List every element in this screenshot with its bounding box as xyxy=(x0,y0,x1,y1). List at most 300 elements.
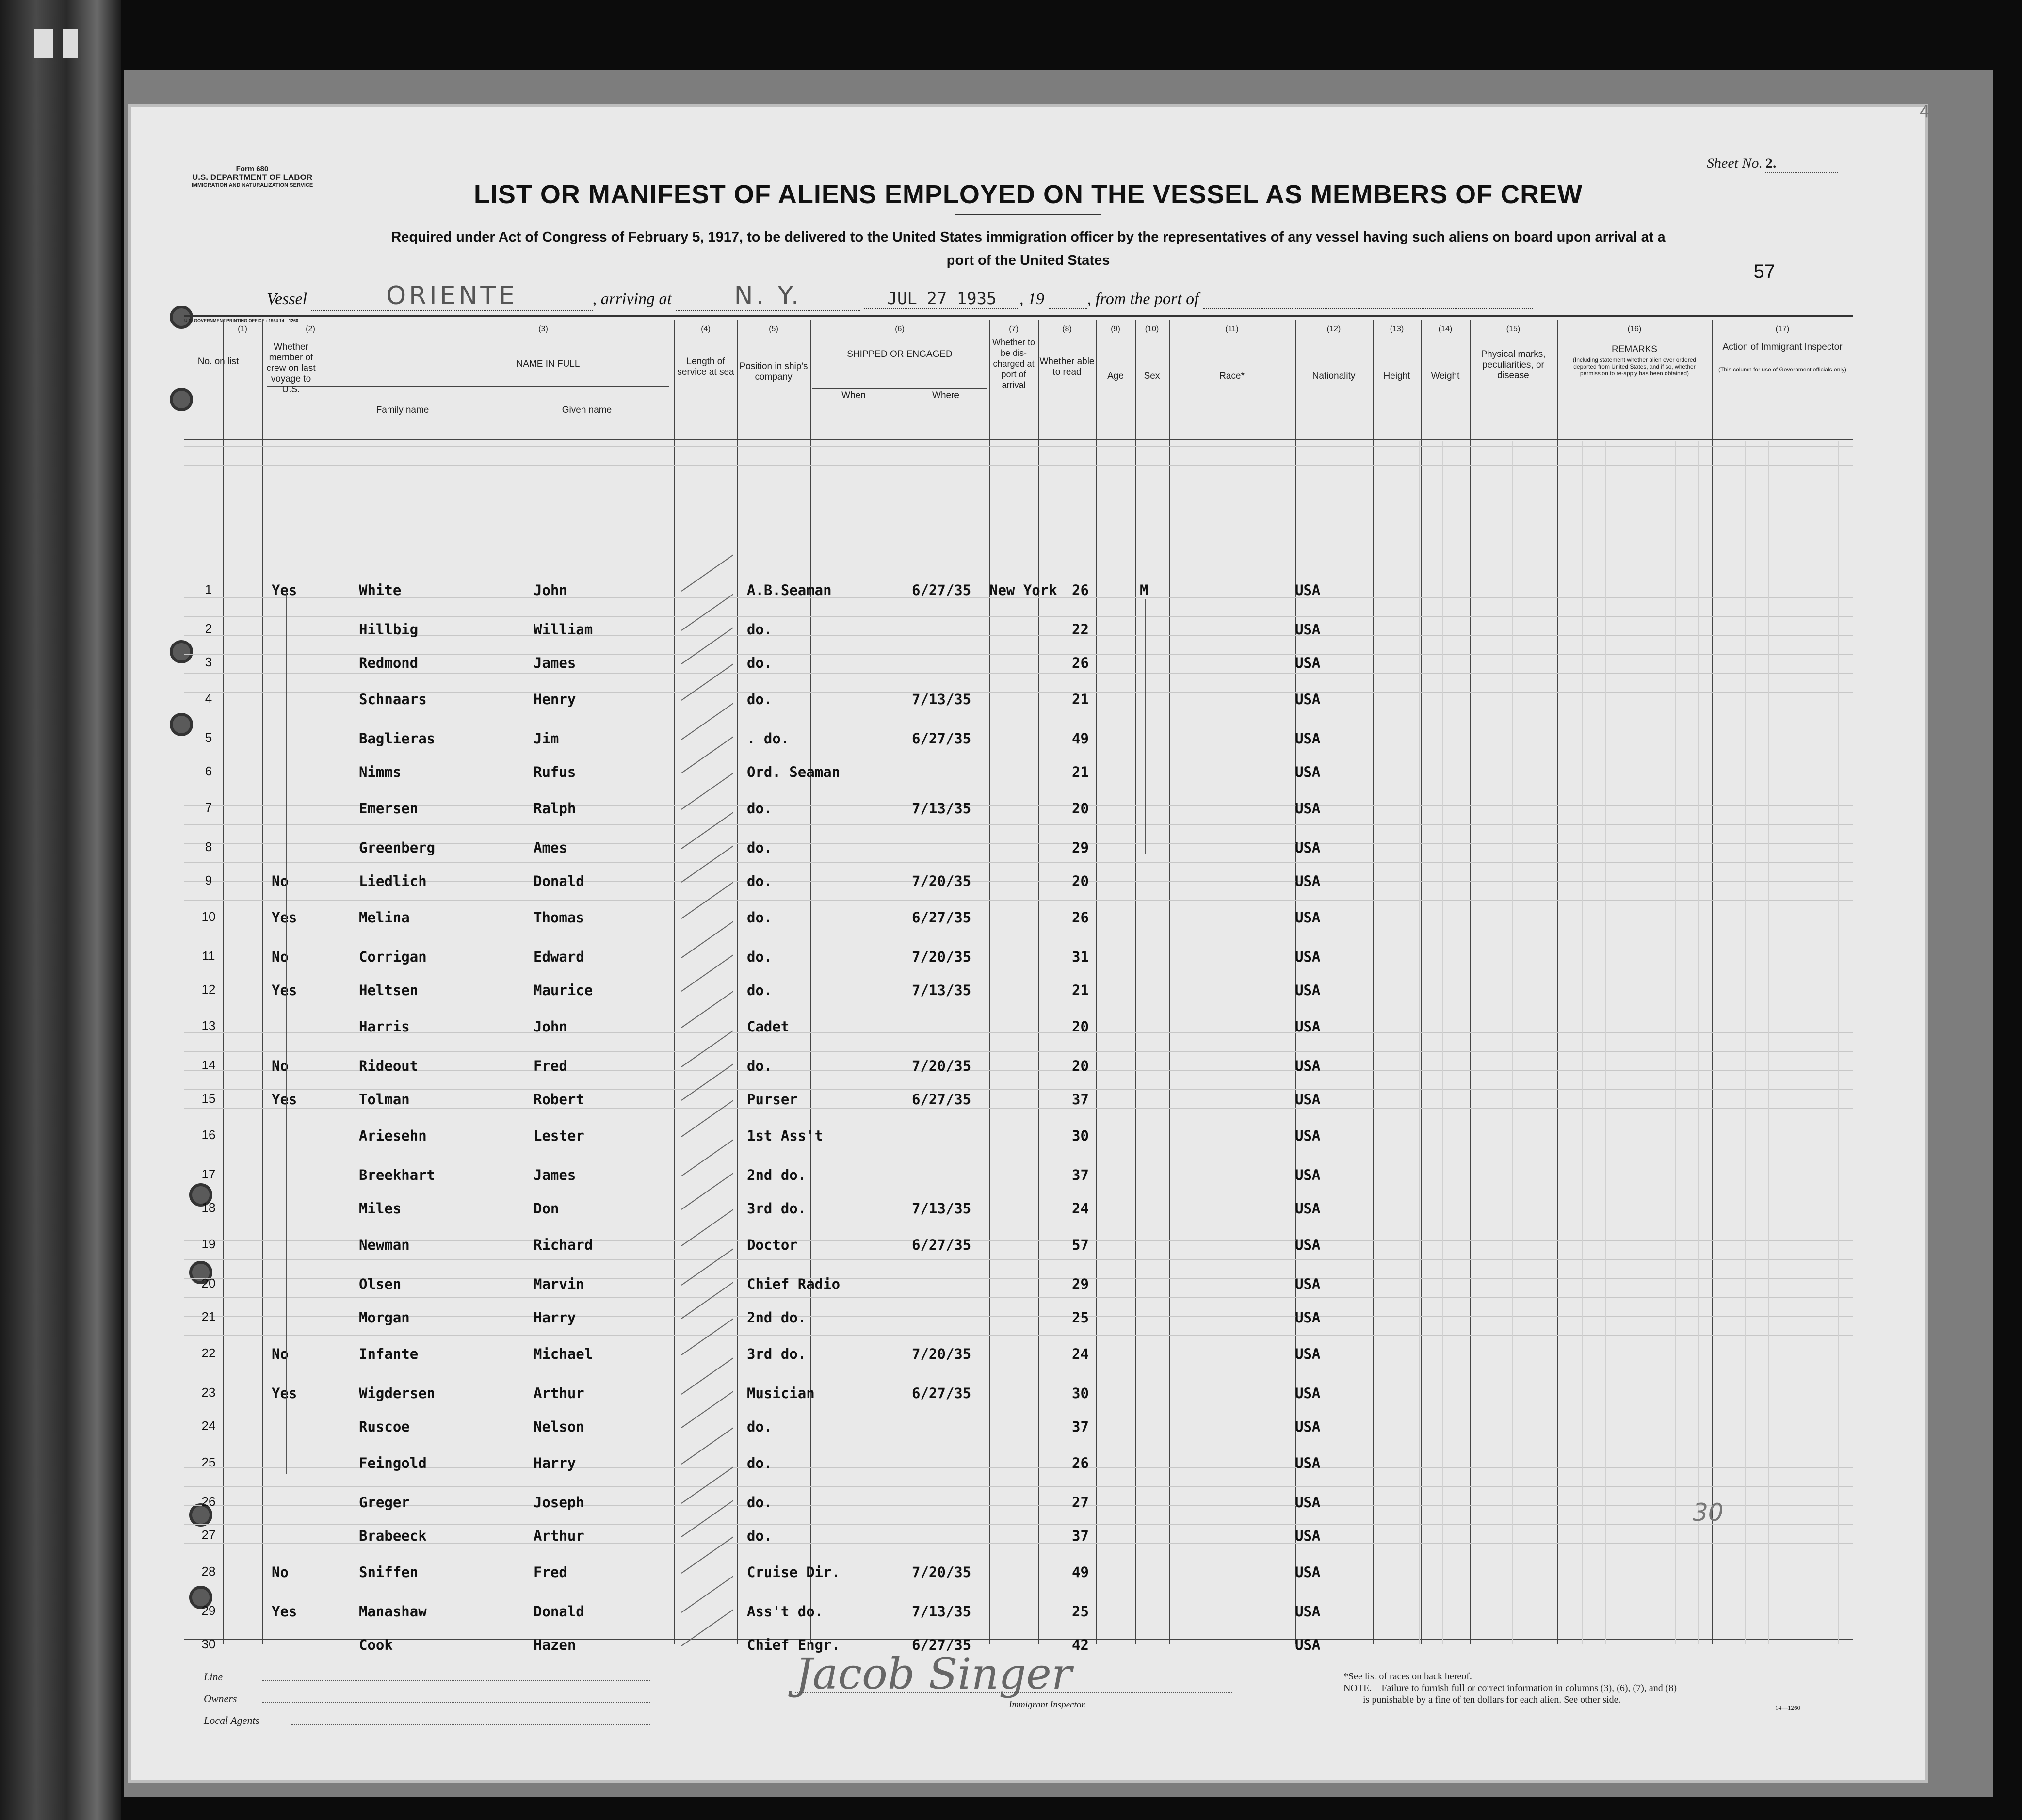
row-when: 6/27/35 xyxy=(912,730,971,747)
row-no: 9 xyxy=(205,873,212,887)
row-no: 12 xyxy=(201,982,216,997)
column-header: Height xyxy=(1383,371,1410,381)
row-given: Donald xyxy=(534,873,584,889)
grid-line xyxy=(184,1543,1853,1544)
grid-line xyxy=(184,1297,1853,1298)
row-family: Miles xyxy=(359,1200,402,1217)
from-label: , from the port of xyxy=(1087,290,1199,308)
from-port-field xyxy=(1203,290,1533,309)
row-no: 8 xyxy=(205,839,212,854)
row-position: Cruise Dir. xyxy=(747,1564,841,1580)
margin-count: 30 xyxy=(1693,1498,1724,1527)
grid-line xyxy=(184,1259,1853,1260)
signature-line xyxy=(795,1692,1232,1693)
row-given: Joseph xyxy=(534,1494,584,1511)
check-mark xyxy=(681,1173,733,1210)
row-given: Richard xyxy=(534,1237,593,1253)
grid-line xyxy=(184,465,1853,466)
row-last-voyage: Yes xyxy=(272,1385,297,1401)
row-no: 14 xyxy=(201,1058,216,1072)
column-rule xyxy=(1096,320,1097,1644)
column-number: (6) xyxy=(895,325,905,333)
row-no: 5 xyxy=(205,730,212,745)
column-number: (5) xyxy=(769,325,778,333)
column-rule xyxy=(1470,320,1471,1644)
row-given: Edward xyxy=(534,949,584,965)
row-family: Cook xyxy=(359,1637,393,1653)
column-rule xyxy=(262,320,263,1644)
row-family: Harris xyxy=(359,1018,410,1035)
row-position: do. xyxy=(747,1528,773,1544)
subheader-when: When xyxy=(841,390,866,401)
row-position: do. xyxy=(747,1058,773,1074)
inspector-label: Immigrant Inspector. xyxy=(1009,1700,1086,1710)
row-given: Thomas xyxy=(534,909,584,926)
row-family: Newman xyxy=(359,1237,410,1253)
row-family: Wigdersen xyxy=(359,1385,436,1401)
row-no: 13 xyxy=(201,1018,216,1033)
page-number: 57 xyxy=(1753,261,1775,282)
subtitle-line-2: port of the United States xyxy=(946,253,1110,268)
column-rule xyxy=(810,320,811,1644)
grid-line xyxy=(184,1108,1853,1109)
column-header: SHIPPED OR ENGAGED xyxy=(847,349,953,359)
row-no: 30 xyxy=(201,1637,216,1651)
row-nationality: USA xyxy=(1295,873,1321,889)
row-given: Nelson xyxy=(534,1418,584,1435)
row-last-voyage: No xyxy=(272,1058,289,1074)
grid-line xyxy=(184,1051,1853,1052)
row-nationality: USA xyxy=(1295,949,1321,965)
row-nationality: USA xyxy=(1295,1346,1321,1362)
row-last-voyage: Yes xyxy=(272,1603,297,1620)
check-mark xyxy=(681,1064,733,1101)
column-number: (3) xyxy=(538,325,548,333)
column-number: (12) xyxy=(1326,325,1341,333)
row-last-voyage: Yes xyxy=(272,582,297,598)
row-where: New York xyxy=(989,582,1057,598)
row-family: Redmond xyxy=(359,655,419,671)
column-rule xyxy=(1557,320,1558,1644)
row-nationality: USA xyxy=(1295,1418,1321,1435)
row-position: Ass't do. xyxy=(747,1603,824,1620)
row-age: 37 xyxy=(1072,1418,1089,1435)
subheader-family: Family name xyxy=(376,405,429,415)
row-position: do. xyxy=(747,621,773,638)
row-age: 26 xyxy=(1072,909,1089,926)
row-given: Ames xyxy=(534,839,567,856)
row-age: 25 xyxy=(1072,1603,1089,1620)
row-age: 49 xyxy=(1072,1564,1089,1580)
row-no: 10 xyxy=(201,909,216,924)
row-family: Nimms xyxy=(359,764,402,780)
column-number: (16) xyxy=(1627,325,1642,333)
row-nationality: USA xyxy=(1295,1276,1321,1292)
row-family: Emersen xyxy=(359,800,419,817)
row-age: 20 xyxy=(1072,1018,1089,1035)
row-no: 26 xyxy=(201,1494,216,1509)
sheet-number xyxy=(1707,155,1838,173)
row-given: Arthur xyxy=(534,1385,584,1401)
check-mark xyxy=(681,594,733,631)
vessel-label: Vessel xyxy=(267,290,307,308)
row-age: 29 xyxy=(1072,1276,1089,1292)
row-when: 7/13/35 xyxy=(912,982,971,999)
row-given: Lester xyxy=(534,1127,584,1144)
row-position: do. xyxy=(747,982,773,999)
check-mark xyxy=(681,1467,733,1504)
row-given: Hazen xyxy=(534,1637,576,1653)
column-header: Whether able to read xyxy=(1039,356,1095,377)
row-position: A.B.Seaman xyxy=(747,582,832,598)
grid-line xyxy=(184,1240,1853,1241)
column-header: Physical marks, peculiarities, or disease xyxy=(1481,349,1546,381)
row-family: Heltsen xyxy=(359,982,419,999)
row-position: do. xyxy=(747,655,773,671)
row-no: 1 xyxy=(205,582,212,596)
row-sex: M xyxy=(1140,582,1148,598)
check-mark xyxy=(681,1537,733,1574)
row-age: 37 xyxy=(1072,1091,1089,1108)
row-nationality: USA xyxy=(1295,1058,1321,1074)
note-line-1: NOTE.—Failure to furnish full or correct information in columns (3), (6), (7), and (8) xyxy=(1343,1683,1677,1693)
check-mark xyxy=(681,664,733,701)
row-nationality: USA xyxy=(1295,1167,1321,1183)
row-given: Maurice xyxy=(534,982,593,999)
row-nationality: USA xyxy=(1295,1637,1321,1653)
row-given: Rufus xyxy=(534,764,576,780)
subtitle-line-1: Required under Act of Congress of February 5, 1917, to be delivered to the United States immigration officer by the representatives of any vessel having such aliens on board upon arrival at a xyxy=(391,229,1666,245)
form-code: 14—1260 xyxy=(1775,1704,1800,1711)
year-label: , 19 xyxy=(1019,290,1044,308)
check-mark xyxy=(681,1031,733,1067)
column-rule xyxy=(737,320,738,1644)
service: IMMIGRATION AND NATURALIZATION SERVICE xyxy=(191,182,313,188)
grid-line xyxy=(184,1505,1853,1506)
table-bottom-rule xyxy=(184,1639,1853,1640)
grid-line xyxy=(1675,441,1676,1644)
column-rule xyxy=(1038,320,1039,1644)
grid-line xyxy=(184,1070,1853,1071)
column-number: (13) xyxy=(1390,325,1404,333)
row-family: Greenberg xyxy=(359,839,436,856)
row-no: 18 xyxy=(201,1200,216,1215)
grid-line xyxy=(1419,441,1420,1644)
arriving-port: N. Y. xyxy=(676,281,860,311)
column-header: NAME IN FULL xyxy=(516,359,580,369)
grid-line xyxy=(1838,441,1839,1644)
row-no: 15 xyxy=(201,1091,216,1106)
row-family: Melina xyxy=(359,909,410,926)
crew-manifest-table xyxy=(184,320,1853,1653)
row-when: 7/20/35 xyxy=(912,1058,971,1074)
row-no: 17 xyxy=(201,1167,216,1181)
column-rule xyxy=(1169,320,1170,1644)
grid-line xyxy=(184,1467,1853,1468)
row-position: do. xyxy=(747,949,773,965)
column-number: (17) xyxy=(1775,325,1790,333)
row-given: Robert xyxy=(534,1091,584,1108)
row-nationality: USA xyxy=(1295,1018,1321,1035)
row-nationality: USA xyxy=(1295,1237,1321,1253)
row-age: 24 xyxy=(1072,1200,1089,1217)
row-given: John xyxy=(534,1018,567,1035)
ditto-line xyxy=(286,592,287,1474)
row-given: Don xyxy=(534,1200,559,1217)
column-number: (8) xyxy=(1062,325,1072,333)
grid-line xyxy=(184,1278,1853,1279)
sheet-label: Sheet No. xyxy=(1707,155,1763,171)
row-given: Harry xyxy=(534,1309,576,1326)
row-last-voyage: Yes xyxy=(272,909,297,926)
row-age: 26 xyxy=(1072,655,1089,671)
row-position: 2nd do. xyxy=(747,1167,807,1183)
row-when: 6/27/35 xyxy=(912,1237,971,1253)
row-age: 37 xyxy=(1072,1167,1089,1183)
grid-line xyxy=(184,824,1853,825)
row-given: Marvin xyxy=(534,1276,584,1292)
row-no: 27 xyxy=(201,1528,216,1542)
grid-line xyxy=(1698,441,1699,1644)
row-position: Purser xyxy=(747,1091,798,1108)
row-position: do. xyxy=(747,1455,773,1471)
check-mark xyxy=(681,1428,733,1465)
column-header: Nationality xyxy=(1312,371,1356,381)
row-nationality: USA xyxy=(1295,691,1321,708)
row-family: Greger xyxy=(359,1494,410,1511)
row-when: 7/20/35 xyxy=(912,873,971,889)
column-rule xyxy=(1712,320,1713,1644)
row-last-voyage: Yes xyxy=(272,982,297,999)
row-no: 11 xyxy=(202,949,215,963)
page-title: LIST OR MANIFEST OF ALIENS EMPLOYED ON THE VESSEL AS MEMBERS OF CREW xyxy=(473,180,1583,209)
form-number: Form 680 xyxy=(236,165,269,173)
row-age: 37 xyxy=(1072,1528,1089,1544)
note-line-2: is punishable by a fine of ten dollars for each alien. See other side. xyxy=(1363,1694,1621,1705)
row-when: 6/27/35 xyxy=(912,582,971,598)
row-when: 7/20/35 xyxy=(912,949,971,965)
check-mark xyxy=(681,1500,733,1537)
row-last-voyage: Yes xyxy=(272,1091,297,1108)
column-header: REMARKS xyxy=(1612,344,1657,354)
row-position: 3rd do. xyxy=(747,1200,807,1217)
row-family: Ruscoe xyxy=(359,1418,410,1435)
row-age: 30 xyxy=(1072,1385,1089,1401)
check-mark xyxy=(681,921,733,958)
row-given: John xyxy=(534,582,567,598)
row-no: 28 xyxy=(201,1564,216,1578)
grid-line xyxy=(184,1032,1853,1033)
row-given: Michael xyxy=(534,1346,593,1362)
footer-agents-field xyxy=(291,1724,650,1725)
footer-agents-label: Local Agents xyxy=(204,1714,260,1726)
name-header-rule xyxy=(267,386,669,387)
row-nationality: USA xyxy=(1295,582,1321,598)
footer-owners-field xyxy=(262,1702,650,1703)
manifest-page xyxy=(131,102,1930,1780)
inspector-signature: Jacob Singer xyxy=(795,1649,1072,1699)
check-mark xyxy=(681,1610,733,1646)
row-position: Ord. Seaman xyxy=(747,764,841,780)
check-mark xyxy=(681,628,733,664)
column-number: (2) xyxy=(306,325,315,333)
row-position: do. xyxy=(747,873,773,889)
year-field xyxy=(1049,290,1087,309)
row-last-voyage: No xyxy=(272,1564,289,1580)
column-header: Length of service at sea xyxy=(677,356,734,377)
subheader-given: Given name xyxy=(562,405,612,415)
check-mark xyxy=(681,1282,733,1319)
row-family: Manashaw xyxy=(359,1603,427,1620)
row-given: Donald xyxy=(534,1603,584,1620)
row-nationality: USA xyxy=(1295,621,1321,638)
subheader-action-note: (This column for use of Government officials only) xyxy=(1718,366,1846,373)
row-no: 4 xyxy=(205,691,212,706)
row-position: 2nd do. xyxy=(747,1309,807,1326)
row-nationality: USA xyxy=(1295,1091,1321,1108)
row-position: do. xyxy=(747,691,773,708)
row-age: 25 xyxy=(1072,1309,1089,1326)
row-given: Henry xyxy=(534,691,576,708)
row-nationality: USA xyxy=(1295,982,1321,999)
row-family: Liedlich xyxy=(359,873,427,889)
column-rule xyxy=(223,320,224,1644)
row-last-voyage: No xyxy=(272,1346,289,1362)
row-position: . do. xyxy=(747,730,790,747)
column-rule xyxy=(1421,320,1422,1644)
grid-line xyxy=(184,1335,1853,1336)
check-mark xyxy=(681,1249,733,1286)
row-family: Sniffen xyxy=(359,1564,419,1580)
row-no: 25 xyxy=(201,1455,216,1469)
row-age: 29 xyxy=(1072,839,1089,856)
row-nationality: USA xyxy=(1295,1385,1321,1401)
row-given: Arthur xyxy=(534,1528,584,1544)
grid-line xyxy=(184,900,1853,901)
row-family: Brabeeck xyxy=(359,1528,427,1544)
grid-line xyxy=(1442,441,1443,1644)
row-age: 20 xyxy=(1072,800,1089,817)
grid-line xyxy=(184,446,1853,447)
date-stamp: JUL 27 1935 xyxy=(864,289,1019,309)
row-given: James xyxy=(534,655,576,671)
row-given: Harry xyxy=(534,1455,576,1471)
row-nationality: USA xyxy=(1295,800,1321,817)
row-position: do. xyxy=(747,1494,773,1511)
row-nationality: USA xyxy=(1295,1528,1321,1544)
row-position: do. xyxy=(747,909,773,926)
row-position: Chief Engr. xyxy=(747,1637,841,1653)
row-age: 22 xyxy=(1072,621,1089,638)
grid-line xyxy=(1512,441,1513,1644)
row-last-voyage: No xyxy=(272,949,289,965)
binder-slot xyxy=(34,29,53,58)
row-age: 42 xyxy=(1072,1637,1089,1653)
check-mark xyxy=(681,1100,733,1137)
row-nationality: USA xyxy=(1295,1309,1321,1326)
row-age: 26 xyxy=(1072,582,1089,598)
check-mark xyxy=(681,1576,733,1613)
row-family: Schnaars xyxy=(359,691,427,708)
ditto-line xyxy=(1145,599,1146,854)
row-family: Corrigan xyxy=(359,949,427,965)
column-rule xyxy=(989,320,990,1644)
check-mark xyxy=(681,555,733,592)
check-mark xyxy=(681,1140,733,1176)
row-nationality: USA xyxy=(1295,1494,1321,1511)
sheet-value: 2. xyxy=(1765,155,1838,173)
column-header: Whether to be dis-charged at port of arrival xyxy=(992,338,1035,390)
row-when: 7/13/35 xyxy=(912,1603,971,1620)
check-mark xyxy=(681,991,733,1028)
row-nationality: USA xyxy=(1295,909,1321,926)
printing-office: U.S. GOVERNMENT PRINTING OFFICE : 1934 14—1260 xyxy=(184,318,299,323)
title-rule xyxy=(955,214,1101,215)
row-family: Breekhart xyxy=(359,1167,436,1183)
corner-mark: 4 xyxy=(1919,102,1930,122)
column-header: Weight xyxy=(1431,371,1460,381)
column-header: Race* xyxy=(1219,371,1245,381)
column-header: Action of Immigrant Inspector xyxy=(1722,342,1843,352)
row-position: Doctor xyxy=(747,1237,798,1253)
row-when: 7/20/35 xyxy=(912,1564,971,1580)
column-header: No. on list xyxy=(197,356,239,367)
column-number: (4) xyxy=(701,325,711,333)
footer-owners-label: Owners xyxy=(204,1692,237,1705)
row-last-voyage: No xyxy=(272,873,289,889)
row-family: Morgan xyxy=(359,1309,410,1326)
page-subtitle xyxy=(228,225,1828,272)
row-position: Cadet xyxy=(747,1018,790,1035)
row-given: Fred xyxy=(534,1058,567,1074)
row-position: do. xyxy=(747,800,773,817)
column-header: Age xyxy=(1107,371,1124,381)
grid-line xyxy=(1768,441,1769,1644)
row-when: 7/13/35 xyxy=(912,800,971,817)
row-no: 20 xyxy=(201,1276,216,1290)
row-age: 26 xyxy=(1072,1455,1089,1471)
arriving-label: , arriving at xyxy=(592,290,672,308)
row-position: do. xyxy=(747,839,773,856)
row-no: 2 xyxy=(205,621,212,636)
row-given: Ralph xyxy=(534,800,576,817)
column-header: Whether member of crew on last voyage to U.S. xyxy=(266,342,316,395)
row-age: 31 xyxy=(1072,949,1089,965)
row-age: 24 xyxy=(1072,1346,1089,1362)
row-given: William xyxy=(534,621,593,638)
row-age: 57 xyxy=(1072,1237,1089,1253)
race-note: *See list of races on back hereof. xyxy=(1343,1671,1472,1682)
row-family: Ariesehn xyxy=(359,1127,427,1144)
binder-strip xyxy=(0,0,121,1820)
grid-line xyxy=(1605,441,1606,1644)
row-nationality: USA xyxy=(1295,1603,1321,1620)
row-nationality: USA xyxy=(1295,764,1321,780)
row-given: Fred xyxy=(534,1564,567,1580)
row-age: 20 xyxy=(1072,1058,1089,1074)
row-no: 22 xyxy=(201,1346,216,1360)
row-given: Jim xyxy=(534,730,559,747)
row-age: 49 xyxy=(1072,730,1089,747)
row-family: Tolman xyxy=(359,1091,410,1108)
grid-line xyxy=(184,1524,1853,1525)
column-number: (14) xyxy=(1438,325,1453,333)
column-header: Position in ship's company xyxy=(739,361,808,382)
header-bottom-rule xyxy=(184,439,1853,440)
row-no: 6 xyxy=(205,764,212,778)
grid-line xyxy=(184,881,1853,882)
row-when: 6/27/35 xyxy=(912,1385,971,1401)
